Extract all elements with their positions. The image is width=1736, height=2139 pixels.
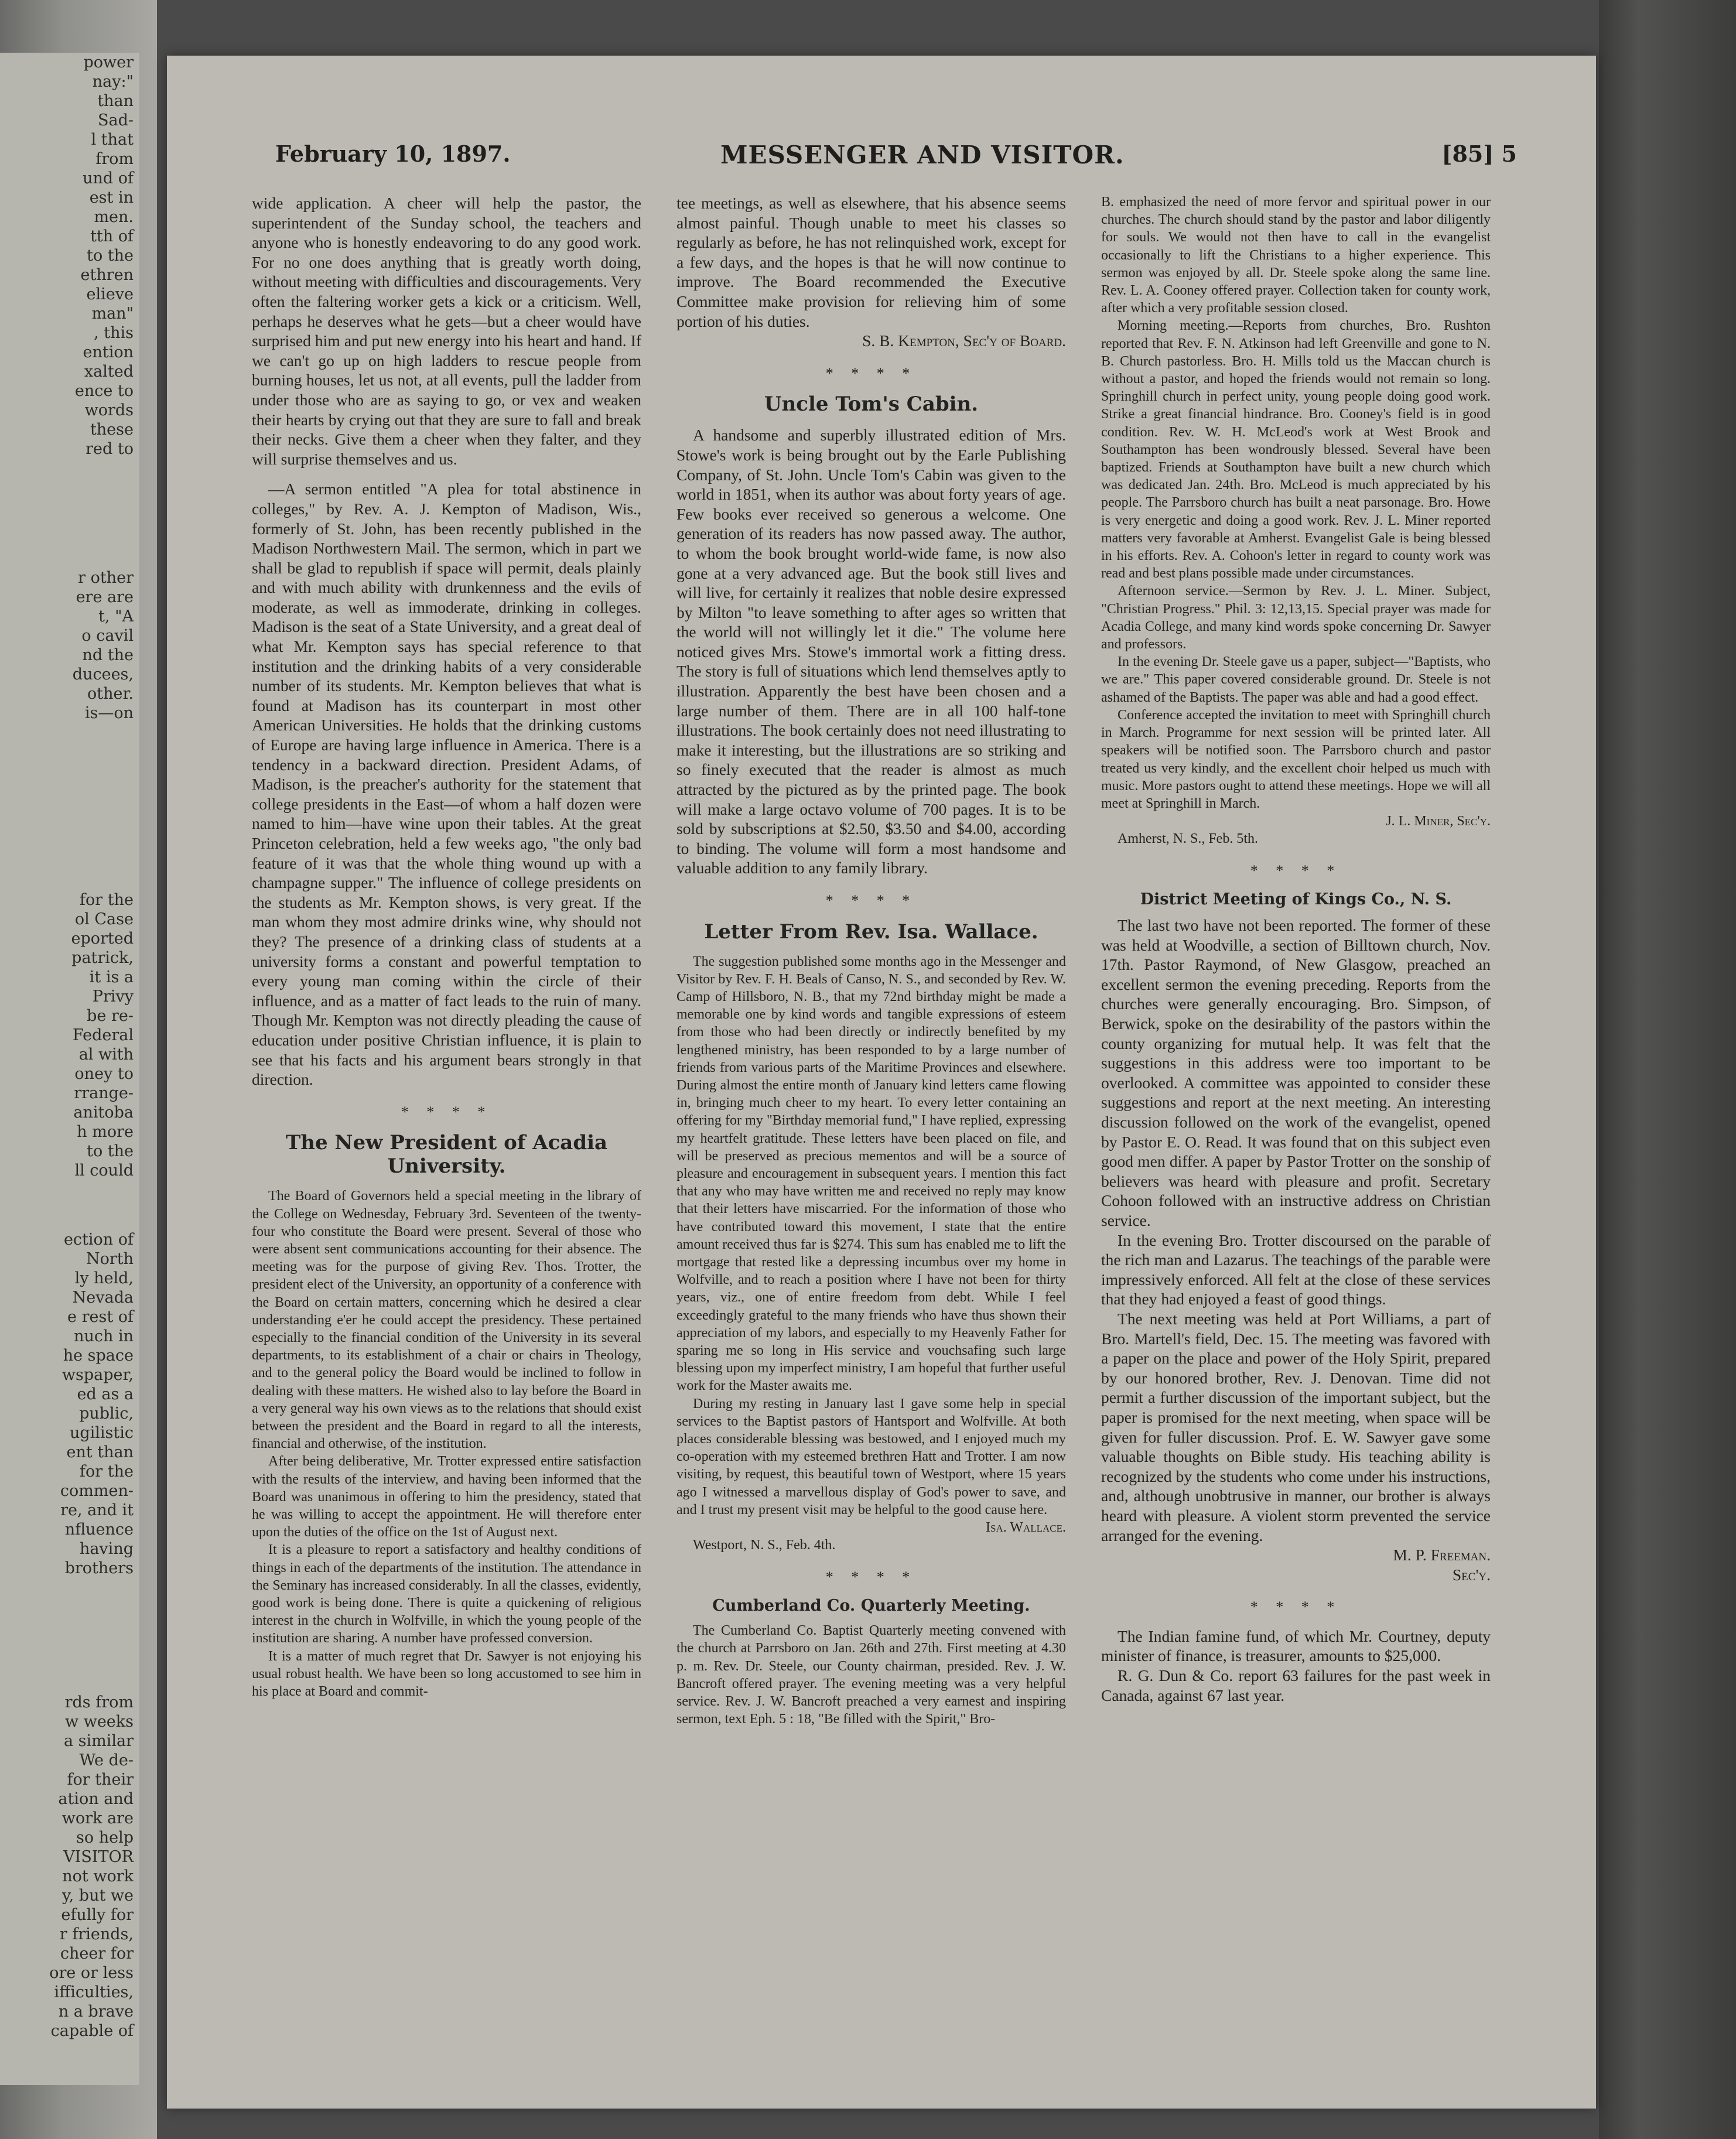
adjacent-page-line: ethren (80, 266, 134, 284)
article-signature: M. P. Freeman. (1393, 1546, 1491, 1564)
adjacent-page-line: ugilistic (69, 1424, 134, 1442)
adjacent-page-line: ly held, (74, 1269, 134, 1287)
adjacent-page-line: wspaper, (61, 1366, 134, 1384)
adjacent-page-text-middle (0, 568, 139, 723)
adjacent-page-line: tth of (90, 227, 134, 245)
news-brief: R. G. Dun & Co. report 63 failures for the past week in Canada, against 67 last year. (1101, 1666, 1491, 1704)
adjacent-page-line: brothers (64, 1559, 134, 1577)
article-paragraph: tee meetings, as well as elsewhere, that his absence seems almost painful. Though unable to meet his classes so regularly as before, he has not relinquished work, except for a few days, and the hopes is that he will now continue to improve. The Board recommended the Executive Committee make provision for relieving him of some portion of his duties. (676, 194, 1066, 330)
newspaper-title: MESSENGER AND VISITOR. (720, 141, 1125, 169)
article-paragraph: wide application. A cheer will help the pastor, the superintendent of the Sunday school, the teachers and anyone who is honestly endeavoring to do any good work. For no one does anything that is greatly worth doing, without meeting with difficulties and discouragements. Very often the faltering worker gets a kick or a criticism. Well, perhaps he deserves what he gets—but a cheer would have surprised him and put new energy into his heart and hand. If we can't go up on high ladders to rescue people from burning houses, let us not, at all events, pull the ladder from under those who are as saying to go, or vex and weaken their hearts by crying out that they are sure to fall and break their necks. Give them a cheer when they falter, and they will surprise themselves and us. (252, 194, 641, 468)
adjacent-page-line: work are (61, 1809, 134, 1827)
adjacent-page-line: re, and it (60, 1501, 134, 1519)
adjacent-page-line: is—on (84, 704, 134, 722)
adjacent-page-text-top (0, 53, 139, 459)
adjacent-page-line: to the (87, 247, 134, 265)
adjacent-page-line: commen- (60, 1482, 134, 1500)
adjacent-page-line: for the (80, 891, 134, 909)
adjacent-page-line: ifficulties, (54, 1983, 134, 2001)
adjacent-page-line: nd the (82, 646, 134, 664)
article-heading: Cumberland Co. Quarterly Meeting. (712, 1597, 1030, 1615)
article-signature: J. L. Miner, Sec'y. (1386, 814, 1491, 829)
column-3 (1101, 193, 1491, 1705)
article-paragraph: It is a pleasure to report a satisfactory and healthy conditions of things in each of the departments of the institution. The attendance in the Seminary has increased considerably. In all the classes, evidently, good work is being done. There is quite a quickening of religious interest in the church in Wolfville, in which the young people of the institution are sharing. A number have professed conversion. (252, 1542, 641, 1646)
section-divider: * * * * (1250, 862, 1342, 879)
adjacent-page-line: e rest of (67, 1308, 134, 1326)
column-2 (676, 193, 1066, 1728)
adjacent-page-line: anitoba (73, 1103, 134, 1122)
article-signature: Isa. Wallace. (986, 1520, 1066, 1536)
section-divider: * * * * (825, 1568, 917, 1586)
section-divider: * * * * (401, 1103, 493, 1120)
news-brief: The Indian famine fund, of which Mr. Courtney, deputy minister of finance, is treasurer, amounts to $25,000. (1101, 1627, 1491, 1665)
article-heading: The New President of Acadia University. (285, 1131, 608, 1178)
adjacent-page-line: We de- (79, 1751, 134, 1769)
adjacent-page-line: l that (91, 131, 134, 149)
article-paragraph: A handsome and superbly illustrated edition of Mrs. Stowe's work is being brought out by the Earle Publishing Company, of St. John. Uncle Tom's Cabin was given to the world in 1851, when its author was about forty years of age. Few books ever received so generous a welcome. One generation of its readers has now passed away. The author, to whom the book brought world-wide fame, is now also gone at a very advanced age. But the book still lives and will live, for certainly it realizes that noble desire expressed by Milton "to leave something to after ages so written that the world will not willingly let it die." The volume here noticed gives Mrs. Stowe's immortal work a fitting dress. The story is full of situations which lend themselves aptly to illustration. Apparently the best have been chosen and a large number of them. There are in all 100 half-tone illustrations. The book certainly does not need illustrating to make it interesting, but the illustrations are so striking and so finely executed that the reader is almost as much attracted by the pictured as by the printed page. The book will make a large octavo volume of 700 pages. It is to be sold by subscriptions at $2.50, $3.50 and $4.00, according to binding. The volume will form a most handsome and valuable addition to any family library. (676, 426, 1066, 877)
adjacent-page-line: men. (94, 208, 134, 226)
article-paragraph: It is a matter of much regret that Dr. Sawyer is not enjoying his usual robust health. We have been so long accustomed to see him in his place at Board and commit- (252, 1648, 641, 1699)
adjacent-page-text-lower-2 (0, 1230, 139, 1578)
article-paragraph: The next meeting was held at Port Williams, a part of Bro. Martell's field, Dec. 15. The meeting was favored with a paper on the place and power of the Holy Spirit, prepared by our honored brother, Rev. J. Denovan. Time did not permit a further discussion of the important subject, but the paper is promised for the next meeting, when space will be given for fuller discussion. Prof. E. W. Sawyer gave some valuable thoughts on Bible study. His teaching ability is recognized by the students who come under his instructions, and, although unobtrusive in manner, our brother is always heard with pleasure. A violent storm prevented the service arranged for the evening. (1101, 1309, 1491, 1545)
masthead (275, 141, 1517, 176)
article-paragraph: Afternoon service.—Sermon by Rev. J. L. Miner. Subject, "Christian Progress." Phil. 3: 12,13,15. Special prayer was made for Acadia College, and many kind words spoke concerning Dr. Sawyer and professors. (1101, 583, 1491, 652)
article-paragraph: The last two have not been reported. The former of these was held at Woodville, a section of Billtown church, Nov. 17th. Pastor Raymond, of New Glasgow, preached an excellent sermon the evening preceding. Reports from the churches were generally encouraging. Bro. Simpson, of Berwick, spoke on the desirability of the pastors within the county organizing for mutual help. It was felt that the suggestions in this address were too important to be overlooked. A committee was appointed to consider these suggestions and report at the next meeting. An interesting discussion followed on the work of the evangelist, opened by Pastor E. O. Read. It was found that on this subject even good men differ. A paper by Pastor Trotter on the sonship of believers was heard with pleasure and profit. Secretary Cohoon followed with an instructive address on Christian service. (1101, 916, 1491, 1230)
adjacent-page-line: ed as a (77, 1385, 134, 1403)
article-paragraph: B. emphasized the need of more fervor and spiritual power in our churches. The church should stand by the pastor and labor diligently for souls. We would not then have to call in the evangelist occasionally to lift the Christians to a higher experience. This sermon was enjoyed by all. Dr. Steele spoke along the same line. Rev. L. A. Cooney offered prayer. Collection taken for county work, after which a very profitable session closed. (1101, 194, 1491, 316)
issue-date: February 10, 1897. (275, 141, 511, 167)
page-stack-edge (1599, 0, 1736, 2139)
section-divider: * * * * (825, 892, 917, 909)
adjacent-page-line: cheer for (60, 1945, 134, 1963)
article-dateline: Amherst, N. S., Feb. 5th. (1118, 831, 1258, 847)
adjacent-page-line: al with (78, 1045, 134, 1064)
adjacent-page-line: oney to (74, 1065, 134, 1083)
adjacent-page-line: und of (83, 169, 134, 187)
adjacent-page-line: rds from (64, 1693, 134, 1711)
adjacent-page-line: ore or less (49, 1964, 134, 1982)
adjacent-page-line: ll could (74, 1161, 134, 1180)
adjacent-page-line: Nevada (72, 1289, 134, 1307)
adjacent-page-line: be re- (87, 1007, 134, 1025)
adjacent-page-text-lower (0, 890, 139, 1180)
adjacent-page-line: n a brave (58, 2003, 134, 2021)
adjacent-page-line: ection of (63, 1231, 134, 1249)
adjacent-page-line: man" (91, 305, 134, 323)
adjacent-page-line: VISITOR (63, 1848, 134, 1866)
adjacent-page-line: est in (89, 189, 134, 207)
article-signature: S. B. Kempton, Sec'y of Board. (862, 332, 1066, 350)
adjacent-page-line: ducees, (72, 665, 134, 684)
adjacent-page-fragment (0, 53, 139, 2085)
article-heading: District Meeting of Kings Co., N. S. (1140, 890, 1452, 909)
adjacent-page-line: r friends, (59, 1925, 134, 1943)
adjacent-page-line: t, "A (98, 607, 134, 626)
adjacent-page-line: h more (77, 1123, 134, 1141)
adjacent-page-line: than (97, 92, 134, 110)
adjacent-page-line: having (79, 1540, 134, 1558)
adjacent-page-line: power (83, 53, 134, 71)
article-paragraph: The Cumberland Co. Baptist Quarterly meeting convened with the church at Parrsboro on Jan. 26th and 27th. First meeting at 4.30 p. m. Rev. Dr. Steele, our County chairman, presided. Rev. J. W. Bancroft offered prayer. The evening meeting was a very helpful service. Rev. J. W. Bancroft preached a very earnest and inspiring sermon, text Eph. 5 : 18, "Be filled with the Spirit," Bro- (676, 1623, 1066, 1727)
adjacent-page-line: ol Case (74, 910, 134, 928)
article-signature-title: Sec'y. (1452, 1565, 1491, 1584)
adjacent-page-line: ence to (74, 382, 134, 400)
article-paragraph: —A sermon entitled "A plea for total abstinence in colleges," by Rev. A. J. Kempton of Madison, Wis., formerly of St. John, has been recently published in the Madison Northwestern Mail. The sermon, which in part we shall be glad to republish if space will permit, deals plainly and with much ability with drunkenness and the evils of moderate, as well as immoderate, drinking in colleges. Madison is the seat of a State University, and a great deal of what Mr. Kempton says has special reference to that institution and the drinking habits of a very considerable number of its students. Mr. Kempton believes that what is found at Madison has its counterpart in most other American Universities. He holds that the drinking customs of Europe are having large influence in America. There is a tendency in a backward direction. President Adams, of Madison, is the preacher's authority for the statement that college presidents in the East—of whom a half dozen were named to him—have wine upon their tables. At the great Princeton celebration, held a few weeks ago, "the only bad feature of it was that the whole thing wound up with a champagne supper." The influence of college presidents on the students as Mr. Kempton shows, is very great. If the man whom they most admire drinks wine, why should not they? The presence of a drinking class of students at a university forms a constant and powerful temptation to every young man coming within the circle of their influence, and as a matter of fact leads to the ruin of many. Though Mr. Kempton was not directly pleading the cause of education under positive Christian influence, it is plain to see that his facts and his argument bears strongly in that direction. (252, 480, 641, 1089)
adjacent-page-line: a similar (63, 1732, 134, 1750)
section-divider: * * * * (1250, 1598, 1342, 1616)
adjacent-page-line: ation and (58, 1790, 134, 1808)
adjacent-page-line: y, but we (61, 1887, 134, 1905)
adjacent-page-line: nfluence (64, 1520, 134, 1539)
article-paragraph: In the evening Dr. Steele gave us a paper, subject—"Baptists, who we are." This paper covered considerable ground. Dr. Steele is not ashamed of the Baptists. The paper was able and had a good effect. (1101, 654, 1491, 705)
article-paragraph: After being deliberative, Mr. Trotter expressed entire satisfaction with the results of the interview, and having been informed that the Board was unanimous in offering to him the presidency, stated that he was willing to accept the appointment. He will therefore enter upon the duties of the office on the 1st of August next. (252, 1454, 641, 1540)
adjacent-page-line: eported (71, 930, 134, 948)
adjacent-page-line: ention (83, 343, 134, 361)
adjacent-page-line: it is a (89, 968, 134, 986)
article-paragraph: The Board of Governors held a special meeting in the library of the College on Wednesday, February 3rd. Seventeen of the twenty-four who constitute the Board were present. Several of those who were absent sent communications accounting for their absence. The meeting was for the purpose of giving Rev. Thos. Trotter, the president elect of the University, an opportunity of a conference with the Board on certain matters, concerning which he desired a clear understanding e'er he could accept the presidency. These pertained especially to the financial condition of the University in its several departments, to its establishment of a chair or chairs in Theology, and to the general policy the Board would be inclined to follow in dealing with these matters. He wished also to lay before the Board in a very general way his own views as to the relations that should exist between the president and the Board in regard to all the interests, financial and otherwise, of the institution. (252, 1188, 641, 1452)
adjacent-page-line: ere are (76, 588, 134, 606)
adjacent-page-line: Federal (72, 1026, 134, 1044)
article-paragraph: The suggestion published some months ago in the Messenger and Visitor by Rev. F. H. Beals of Canso, N. S., and seconded by Rev. W. Camp of Hillsboro, N. B., that my 72nd birthday might be made a memorable one by kind words and tangible expressions of esteem from those who had been directly or indirectly benefited by my lengthened ministry, has been responded to by a large number of friends from various parts of the Maritime Provinces and elsewhere. During almost the entire month of January kind letters came flowing in, bringing much cheer to my heart. To every letter containing an offering for my "Birthday memorial fund," I have replied, expressing my heartfelt gratitude. These letters have been placed on file, and will be preserved as precious mementos and will be a source of pleasure and encouragement in subsequent years. I mention this fact that any who may have written me and received no reply may know that their letters have miscarried. For the information of those who have contributed toward this movement, I state that the entire amount received thus far is $274. This sum has enabled me to lift the mortgage that rested like a depressing incumbus over my home in Wolfville, and to reach a position where I have not been for thirty years, viz., one of entire freedom from debt. While I feel exceedingly grateful to the many friends who have thus shown their appreciation of my labors, and especially to my Heavenly Father for sparing me so long in His service and vouchsafing such large blessing upon my imperfect ministry, I am hopeful that further useful work for the Master awaits me. (676, 954, 1066, 1394)
article-heading: Letter From Rev. Isa. Wallace. (704, 920, 1038, 944)
column-1 (252, 193, 641, 1700)
adjacent-page-line: red to (86, 440, 134, 458)
adjacent-page-line: other. (87, 685, 134, 703)
section-divider: * * * * (825, 364, 917, 382)
article-dateline: Westport, N. S., Feb. 4th. (693, 1537, 836, 1553)
adjacent-page-line: not work (62, 1867, 134, 1885)
adjacent-page-line: public, (79, 1405, 134, 1423)
adjacent-page-line: o cavil (81, 627, 134, 645)
adjacent-page-line: efully for (61, 1906, 134, 1924)
adjacent-page-line: xalted (84, 363, 134, 381)
adjacent-page-line: , this (94, 324, 134, 342)
adjacent-page-line: rrange- (74, 1084, 134, 1102)
adjacent-page-line: nay:" (92, 73, 134, 91)
article-paragraph: During my resting in January last I gave some help in special services to the Baptist pastors of Hantsport and Wolfville. At both places considerable blessing was bestowed, and I enjoyed much my co-operation with my esteemed brethren Hatt and Trotter. I am now visiting, by request, this beautiful town of Westport, where 15 years ago I witnessed a marvellous display of God's power to save, and and I trust my present visit may be helpful to the good cause here. (676, 1396, 1066, 1518)
article-heading: Uncle Tom's Cabin. (764, 392, 979, 416)
adjacent-page-line: elieve (86, 285, 134, 303)
adjacent-page-line: patrick, (71, 949, 134, 967)
adjacent-page-line: so help (76, 1829, 134, 1847)
adjacent-page-line: to the (87, 1142, 134, 1160)
adjacent-page-line: these (90, 421, 134, 439)
adjacent-page-line: Sad- (97, 111, 134, 129)
adjacent-page-line: for the (80, 1463, 134, 1481)
adjacent-page-line: capable of (50, 2022, 134, 2040)
adjacent-page-line: w weeks (65, 1713, 134, 1731)
adjacent-page-line: North (86, 1250, 134, 1268)
adjacent-page-line: words (84, 401, 134, 419)
article-paragraph: In the evening Bro. Trotter discoursed on the parable of the rich man and Lazarus. The teachings of the parable were impressively enforced. All felt at the close of these services that they had enjoyed a feast of good things. (1101, 1231, 1491, 1308)
adjacent-page-line: r other (78, 569, 134, 587)
adjacent-page-line: he space (63, 1347, 134, 1365)
adjacent-page-line: for their (67, 1771, 134, 1789)
adjacent-page-line: ent than (66, 1443, 134, 1461)
article-paragraph: Morning meeting.—Reports from churches, Bro. Rushton reported that Rev. F. N. Atkinson had left Greenville and gone to N. B. Church pastorless. Bro. H. Mills told us the Maccan church is without a pastor, and hoped the friends would not remain so long. Springhill church in perfect unity, young people doing good work. Strike a great financial hindrance. Bro. Cooney's field is in good condition. Rev. W. H. McLeod's work at West Brook and Southampton has been wondrously blessed. Several have been baptized. Friends at Southampton have built a new church which was dedicated Jan. 24th. Bro. McLeod is much appreciated by his people. The Parrsboro church has built a neat parsonage. Bro. Howe is very energetic and doing a good work. Rev. J. L. Miner reported matters very favorable at Amherst. Evangelist Gale is being blessed in his efforts. Rev. A. Cohoon's letter in regard to county work was read and best plans possible made under circumstances. (1101, 318, 1491, 582)
article-paragraph: Conference accepted the invitation to meet with Springhill church in March. Programme for next session will be printed later. All speakers will be notified soon. The Parrsboro church and pastor treated us very kindly, and the excellent choir helped us much with music. More pastors ought to attend these meetings. Hope we will all meet at Springhill in March. (1101, 707, 1491, 811)
adjacent-page-line: from (95, 150, 134, 168)
adjacent-page-line: Privy (92, 988, 134, 1006)
adjacent-page-line: nuch in (74, 1327, 134, 1345)
adjacent-page-text-bottom (0, 1693, 139, 2041)
page-number: [85] 5 (1441, 141, 1517, 167)
